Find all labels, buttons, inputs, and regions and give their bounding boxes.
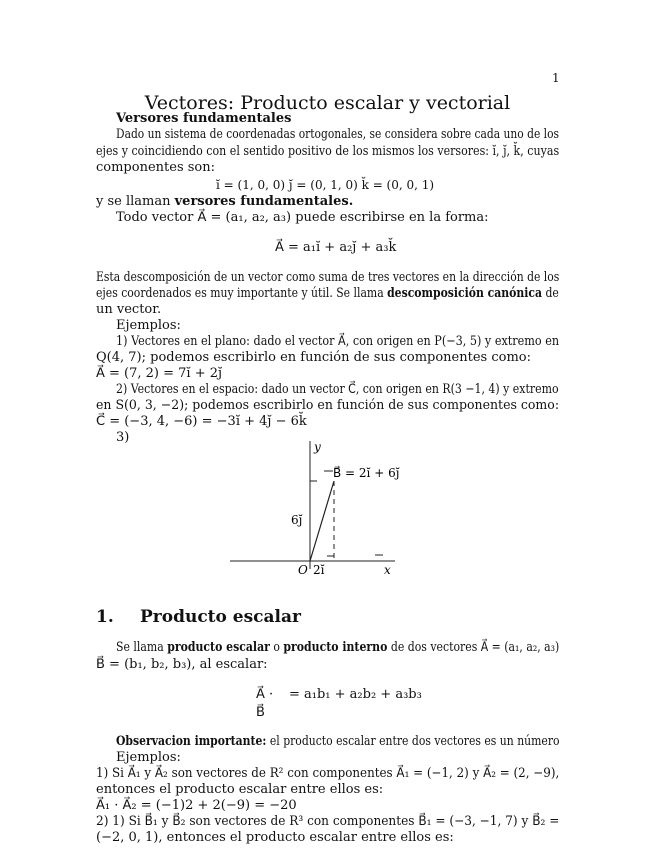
x-component-label: 2ı̆ xyxy=(313,563,325,577)
section-number: 1. xyxy=(96,607,114,627)
bold-term: Observacion importante: xyxy=(116,734,267,749)
paragraph-line: 1) Vectores en el plano: dado el vector A⃗, con origen en P(−3, 5) y extremo en xyxy=(116,334,560,349)
paragraph-line: A⃗ = (7, 2) = 7ı̆ + 2ȷ̆ xyxy=(96,366,223,381)
paragraph-line: un vector. xyxy=(96,302,162,317)
vector-figure xyxy=(225,435,415,580)
paragraph-line: Todo vector A⃗ = (a₁, a₂, a₃) puede escribirse en la forma: xyxy=(116,210,489,225)
y-component-label: 6ȷ̆ xyxy=(291,513,303,527)
dot-product-rhs: = a₁b₁ + a₂b₂ + a₃b₃ xyxy=(289,687,422,702)
bold-term: versores fundamentales. xyxy=(174,194,354,209)
dot-product-lhs: A⃗ · xyxy=(256,687,274,702)
canonical-equation: A⃗ = a₁ı̆ + a₂ȷ̆ + a₃k̆ xyxy=(275,240,397,255)
paragraph-line: Dado un sistema de coordenadas ortogonales, se considera sobre cada uno de los xyxy=(116,127,560,142)
bold-term: descomposición canónica xyxy=(387,286,543,301)
vector-b-arrow xyxy=(310,481,334,561)
paragraph-line xyxy=(116,734,560,750)
paragraph-line: 2) Vectores en el espacio: dado un vector C⃗, con origen en R(3 −1, 4) y extremo xyxy=(116,382,559,397)
text-run: el producto escalar entre dos vectores es un número xyxy=(266,734,560,749)
text-run: y se llaman xyxy=(96,194,175,209)
examples-label: Ejemplos: xyxy=(116,318,181,333)
paragraph-line: entonces el producto escalar entre ellos es: xyxy=(96,782,384,797)
paragraph-line: A⃗₁ · A⃗₂ = (−1)2 + 2(−9) = −20 xyxy=(96,798,297,813)
text-run: de xyxy=(542,286,559,301)
x-axis-label: x xyxy=(384,563,391,577)
bold-term: producto interno xyxy=(283,640,388,655)
paragraph-line xyxy=(96,286,559,302)
paragraph-line: ejes y coincidiendo con el sentido positivo de los mismos los versores: ı̆, ȷ̆, k̆, cuyas xyxy=(96,144,560,159)
paragraph-line: Q(4, 7); podemos escribirlo en función de sus componentes como: xyxy=(96,350,531,365)
examples-label: Ejemplos: xyxy=(116,750,181,765)
text-run: de dos vectores A⃗ = (a₁, a₂, a₃) xyxy=(387,640,560,655)
page-number: 1 xyxy=(552,71,560,85)
bold-term: producto escalar xyxy=(167,640,270,655)
section-title: Producto escalar xyxy=(140,607,301,627)
text-run: Se llama xyxy=(116,640,168,655)
paragraph-line: 1) Si A⃗₁ y A⃗₂ son vectores de R² con componentes A⃗₁ = (−1, 2) y A⃗₂ = (2, −9), xyxy=(96,766,560,781)
paragraph-line: componentes son: xyxy=(96,160,215,175)
paragraph-line: Esta descomposición de un vector como suma de tres vectores en la dirección de los xyxy=(96,270,560,285)
vector-b-label: B⃗ = 2ı̆ + 6ȷ̆ xyxy=(333,466,400,480)
subheading-versores: Versores fundamentales xyxy=(116,111,292,126)
text-run: ejes coordenados es muy importante y útil. Se llama xyxy=(96,286,388,301)
versors-equation: ı̆ = (1, 0, 0) ȷ̆ = (0, 1, 0) k̆ = (0, 0, 1) xyxy=(216,178,435,192)
section-heading xyxy=(96,606,301,628)
paragraph-line xyxy=(96,194,353,210)
origin-label: O xyxy=(298,563,308,577)
dot-product-lhs-b: B⃗ xyxy=(256,705,265,720)
text-run: o xyxy=(269,640,284,655)
paragraph-line: en S(0, 3, −2); podemos escribirlo en función de sus componentes como: xyxy=(96,398,560,413)
example-3-label: 3) xyxy=(116,430,130,445)
paragraph-line: 2) 1) Si B⃗₁ y B⃗₂ son vectores de R³ con componentes B⃗₁ = (−3, −1, 7) y B⃗₂ = xyxy=(96,814,560,829)
y-axis-label: y xyxy=(314,440,321,454)
paragraph-line: (−2, 0, 1), entonces el producto escalar entre ellos es: xyxy=(96,830,454,845)
paragraph-line xyxy=(116,640,559,656)
page-title: Vectores: Producto escalar y vectorial xyxy=(144,92,511,114)
paragraph-line: B⃗ = (b₁, b₂, b₃), al escalar: xyxy=(96,657,268,672)
paragraph-line: C⃗ = (−3, 4, −6) = −3ı̆ + 4ȷ̆ − 6k̆ xyxy=(96,414,307,429)
